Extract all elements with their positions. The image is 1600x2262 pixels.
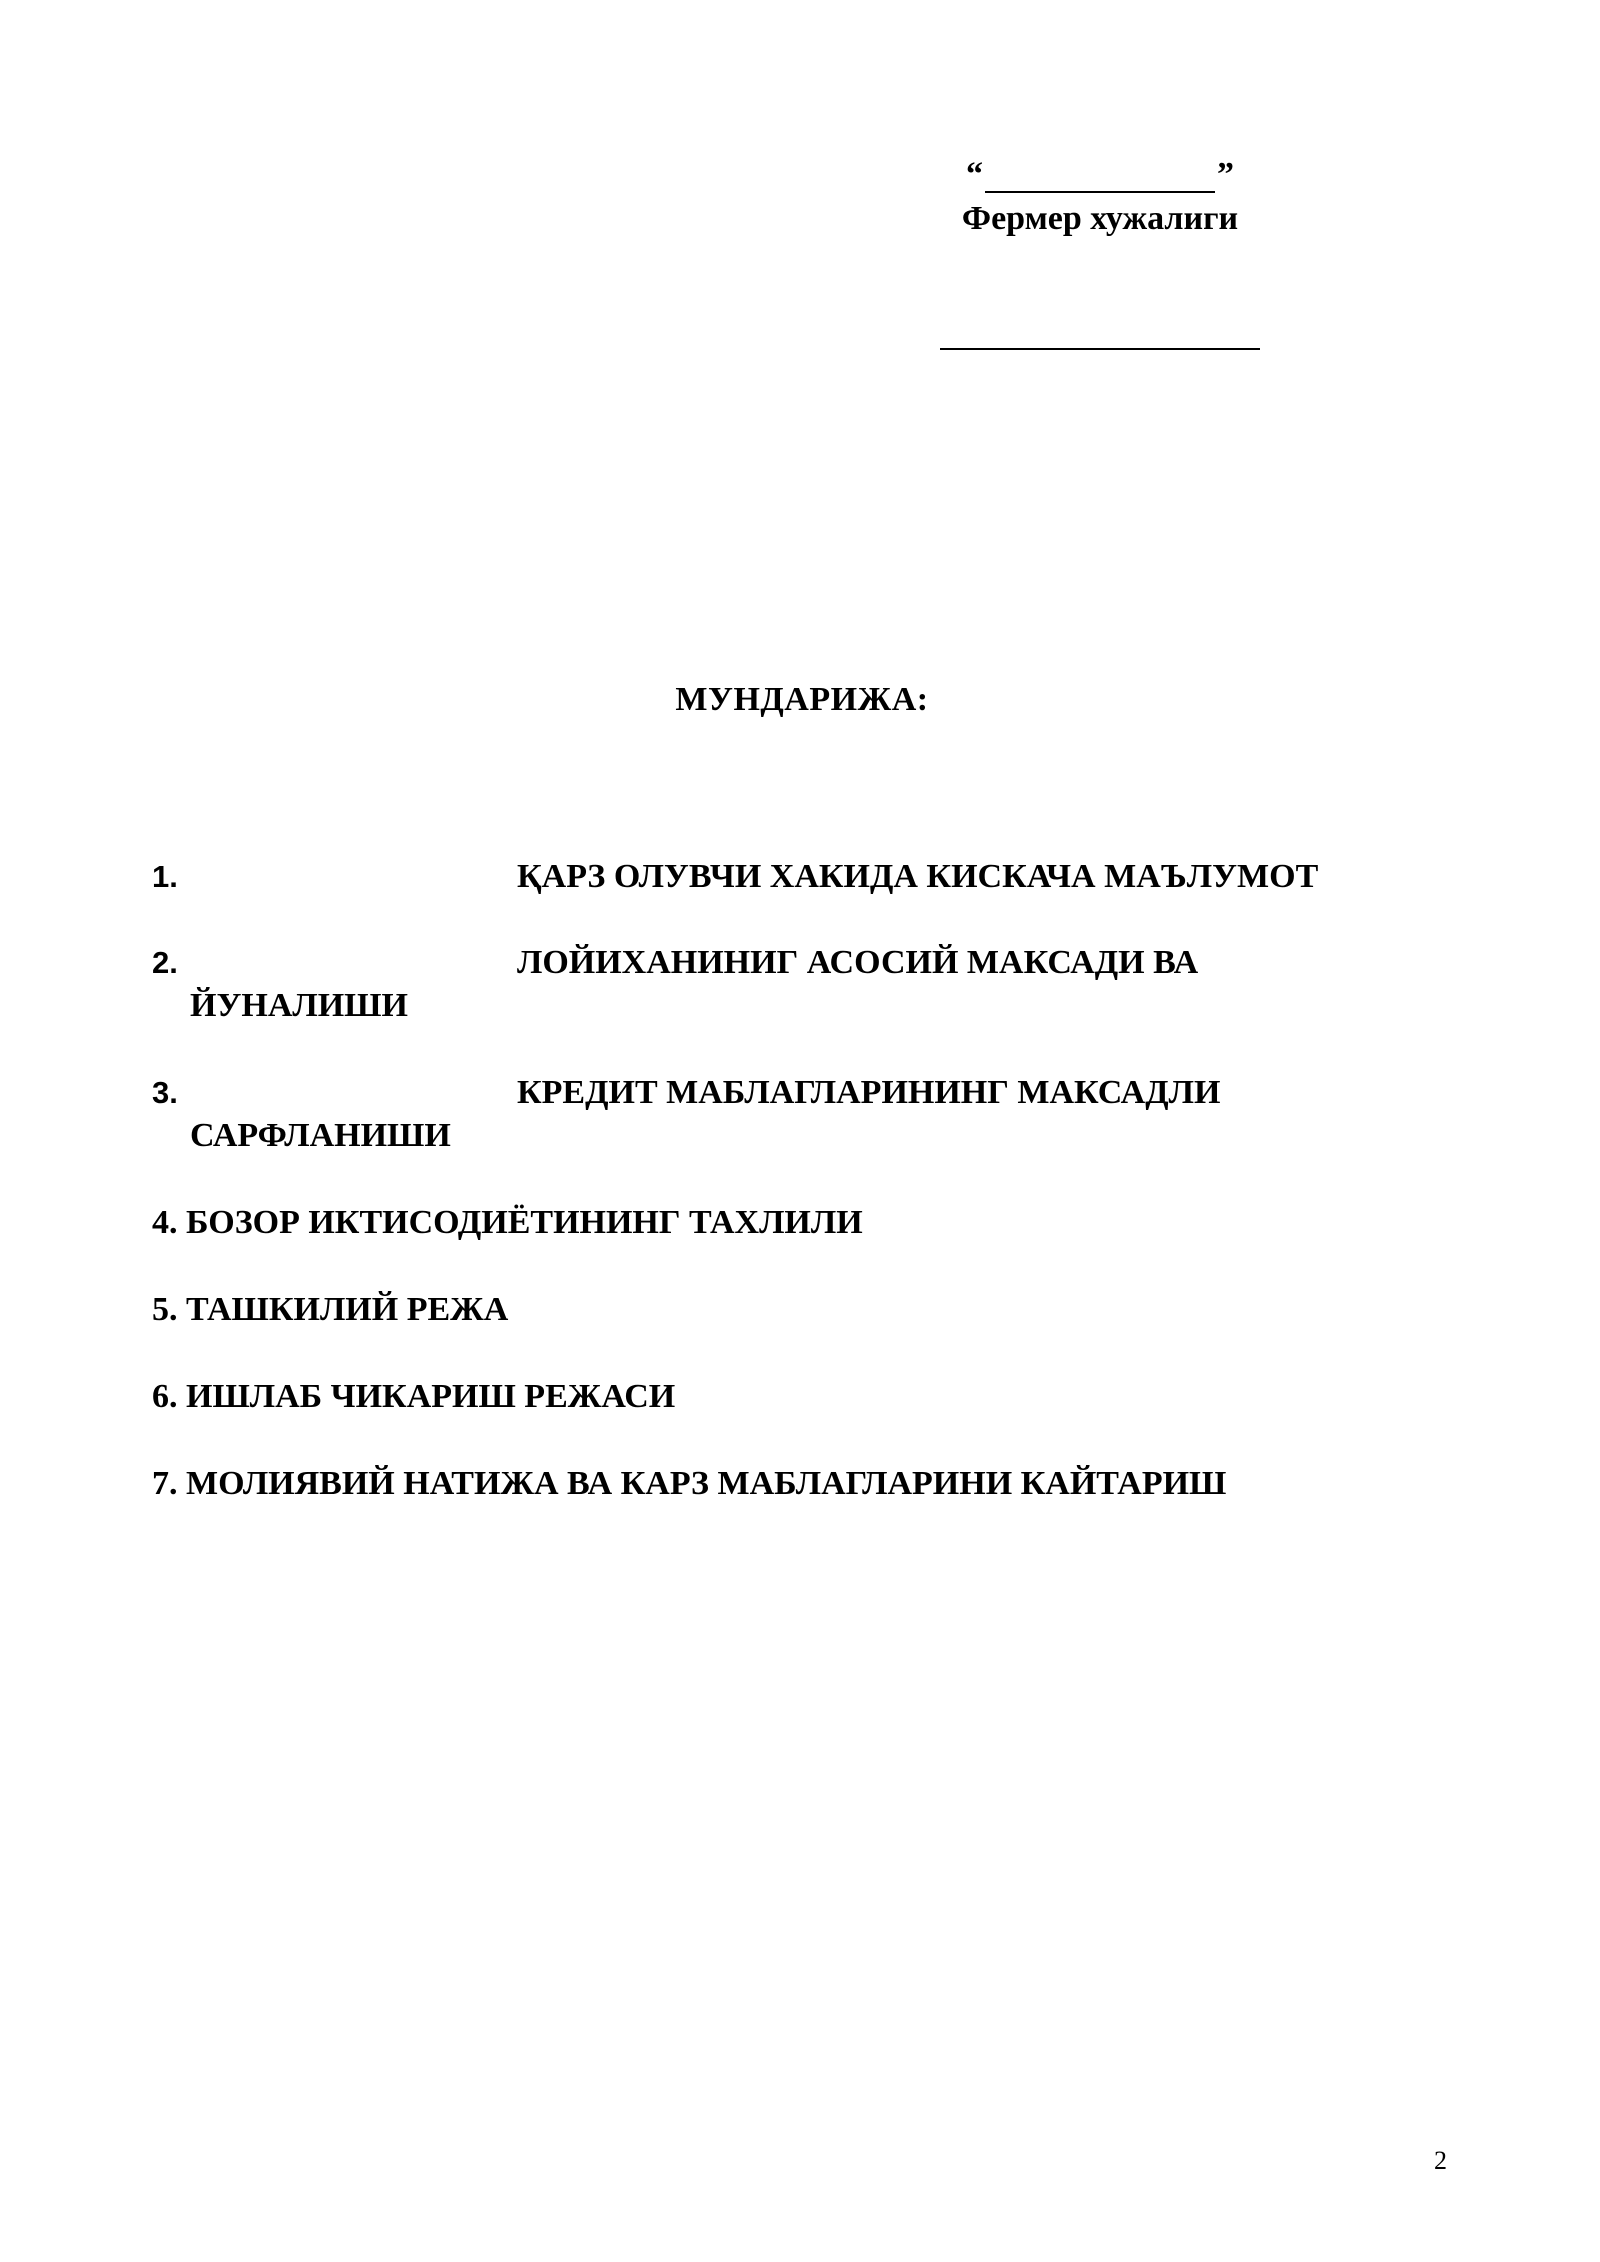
farm-label: Фермер хужалиги — [961, 200, 1239, 237]
toc-item-text: 5. ТАШКИЛИЙ РЕЖА — [152, 1291, 509, 1328]
open-quote: “ — [966, 156, 983, 193]
toc-item-text-continued: ЙУНАЛИШИ — [190, 987, 408, 1024]
toc-item-4 — [152, 1201, 1452, 1244]
toc-item-2 — [152, 941, 1452, 1027]
toc-item-text: КРЕДИТ МАБЛАГЛАРИНИНГ МАКСАДЛИ — [517, 1074, 1221, 1111]
toc-item-text: 6. ИШЛАБ ЧИКАРИШ РЕЖАСИ — [152, 1378, 676, 1415]
toc-item-3 — [152, 1071, 1452, 1157]
toc-item-text: ЛОЙИХАНИНИГ АСОСИЙ МАКСАДИ ВА — [517, 944, 1199, 981]
toc-item-number: 3. — [152, 1075, 178, 1110]
farm-name-blank — [940, 155, 1260, 199]
toc-item-text: 4. БОЗОР ИКТИСОДИЁТИНИНГ ТАХЛИЛИ — [152, 1204, 863, 1241]
toc-title-text: МУНДАРИЖА: — [675, 681, 929, 718]
toc-item-number: 1. — [152, 859, 178, 894]
toc-item-6 — [152, 1375, 1452, 1418]
toc-item-text: 7. МОЛИЯВИЙ НАТИЖА ВА КАРЗ МАБЛАГЛАРИНИ КАЙТАРИШ — [152, 1465, 1227, 1502]
farm-header — [940, 155, 1260, 239]
signature-line — [940, 348, 1260, 350]
toc-item-number: 2. — [152, 945, 178, 980]
close-quote: ” — [1217, 156, 1234, 193]
page-number: 2 — [1434, 2146, 1447, 2175]
toc-item-7 — [152, 1462, 1452, 1505]
toc-item-text-continued: САРФЛАНИШИ — [190, 1117, 451, 1154]
farm-name-underline — [985, 155, 1215, 193]
toc-title — [0, 680, 1600, 720]
toc-item-5 — [152, 1288, 1452, 1331]
toc-item-text: ҚАРЗ ОЛУВЧИ ХАКИДА КИСКАЧА МАЪЛУМОТ — [517, 858, 1319, 895]
toc-item-1 — [152, 855, 1452, 898]
